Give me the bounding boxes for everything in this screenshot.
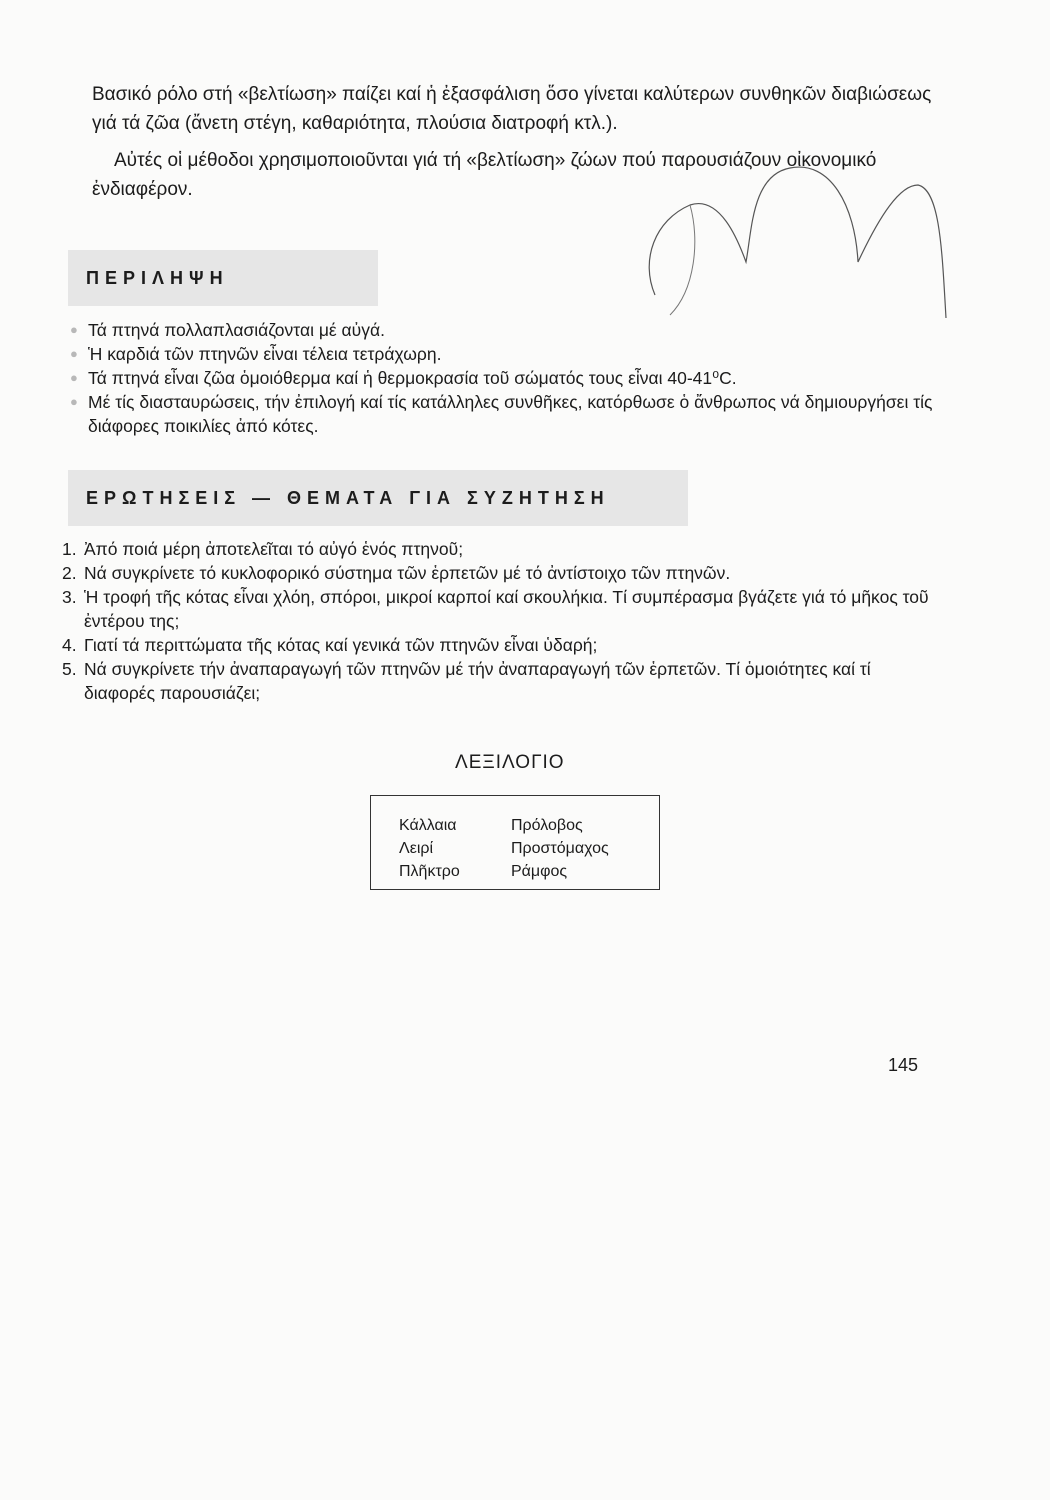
- list-item: [70, 318, 950, 342]
- questions-heading: ΕΡΩΤΗΣΕΙΣ — ΘΕΜΑΤΑ ΓΙΑ ΣΥΖΗΤΗΣΗ: [86, 487, 610, 508]
- summary-item-text: Ἡ καρδιά τῶν πτηνῶν εἶναι τέλεια τετράχωρη.: [88, 344, 442, 364]
- question-text: Ἡ τροφή τῆς κότας εἶναι χλόη, σπόροι, μικροί καρποί καί σκουλήκια. Τί συμπέρασμα βγάζετε γιά τό μῆκος τοῦ ἐντέρου της;: [84, 587, 929, 631]
- questions-heading-bar: [68, 470, 688, 526]
- question-number: 2.: [62, 563, 77, 583]
- list-item: [62, 585, 932, 633]
- bullet-icon: ●: [70, 346, 78, 361]
- question-text: Νά συγκρίνετε τήν ἀναπαραγωγή τῶν πτηνῶν μέ τήν ἀναπαραγωγή τῶν ἑρπετῶν. Τί ὁμοιότητες καί τί διαφορές παρουσιάζει;: [84, 659, 871, 703]
- vocabulary-word: Πλῆκτρο: [399, 863, 460, 880]
- vocabulary-word: Πρόλοβος: [511, 817, 583, 834]
- list-item: [62, 657, 932, 705]
- summary-list: [70, 318, 950, 438]
- summary-item-text: Τά πτηνά πολλαπλασιάζονται μέ αὐγά.: [88, 320, 385, 340]
- vocabulary-word: Προστόμαχος: [511, 840, 609, 857]
- vocabulary-column-1: [399, 814, 511, 889]
- list-item: [70, 390, 950, 438]
- bullet-icon: ●: [70, 394, 78, 409]
- vocabulary-box: [370, 795, 660, 890]
- bullet-icon: ●: [70, 370, 78, 385]
- vocabulary-word: Κάλλαια: [399, 817, 457, 834]
- vocabulary-heading: ΛΕΞΙΛΟΓΙΟ: [455, 752, 565, 773]
- list-item: [62, 633, 932, 657]
- question-text: Ἀπό ποιά μέρη ἀποτελεῖται τό αὐγό ἑνός πτηνοῦ;: [84, 539, 464, 559]
- intro-paragraph-2: Αὐτές οἱ μέθοδοι χρησιμοποιοῦνται γιά τή «βελτίωση» ζώων πού παρουσιάζουν οἰκονομικό ἐνδιαφέρον.: [92, 150, 877, 200]
- list-item: [70, 366, 950, 390]
- question-text: Νά συγκρίνετε τό κυκλοφορικό σύστημα τῶν ἑρπετῶν μέ τό ἀντίστοιχο τῶν πτηνῶν.: [84, 563, 731, 583]
- summary-item-text: Μέ τίς διασταυρώσεις, τήν ἐπιλογή καί τίς κατάλληλες συνθῆκες, κατόρθωσε ὁ ἄνθρωπος νά δημιουργήσει τίς διάφορες ποικιλίες ἀπό κότες.: [88, 392, 933, 436]
- vocabulary-word: Ράμφος: [511, 863, 568, 880]
- list-item: [62, 537, 932, 561]
- summary-heading-bar: [68, 250, 378, 306]
- questions-list: [62, 537, 932, 705]
- question-number: 4.: [62, 635, 77, 655]
- question-text: Γιατί τά περιττώματα τῆς κότας καί γενικά τῶν πτηνῶν εἶναι ὑδαρή;: [84, 635, 598, 655]
- summary-item-text: Τά πτηνά εἶναι ζῶα ὁμοιόθερμα καί ἡ θερμοκρασία τοῦ σώματός τους εἶναι 40-41⁰C.: [88, 368, 737, 388]
- vocabulary-column-2: [511, 814, 623, 889]
- bullet-icon: ●: [70, 322, 78, 337]
- list-item: [70, 342, 950, 366]
- intro-paragraph-1: Βασικό ρόλο στή «βελτίωση» παίζει καί ἡ ἐξασφάλιση ὅσο γίνεται καλύτερων συνθηκῶν διαβιώσεως γιά τά ζῶα (ἄνετη στέγη, καθαριότητα, πλούσια διατροφή κτλ.).: [92, 84, 932, 134]
- question-number: 3.: [62, 587, 77, 607]
- summary-heading: ΠΕΡΙΛΗΨΗ: [86, 267, 229, 288]
- question-number: 5.: [62, 659, 77, 679]
- page-number: 145: [888, 1055, 919, 1075]
- question-number: 1.: [62, 539, 77, 559]
- list-item: [62, 561, 932, 585]
- vocabulary-word: Λειρί: [399, 840, 434, 857]
